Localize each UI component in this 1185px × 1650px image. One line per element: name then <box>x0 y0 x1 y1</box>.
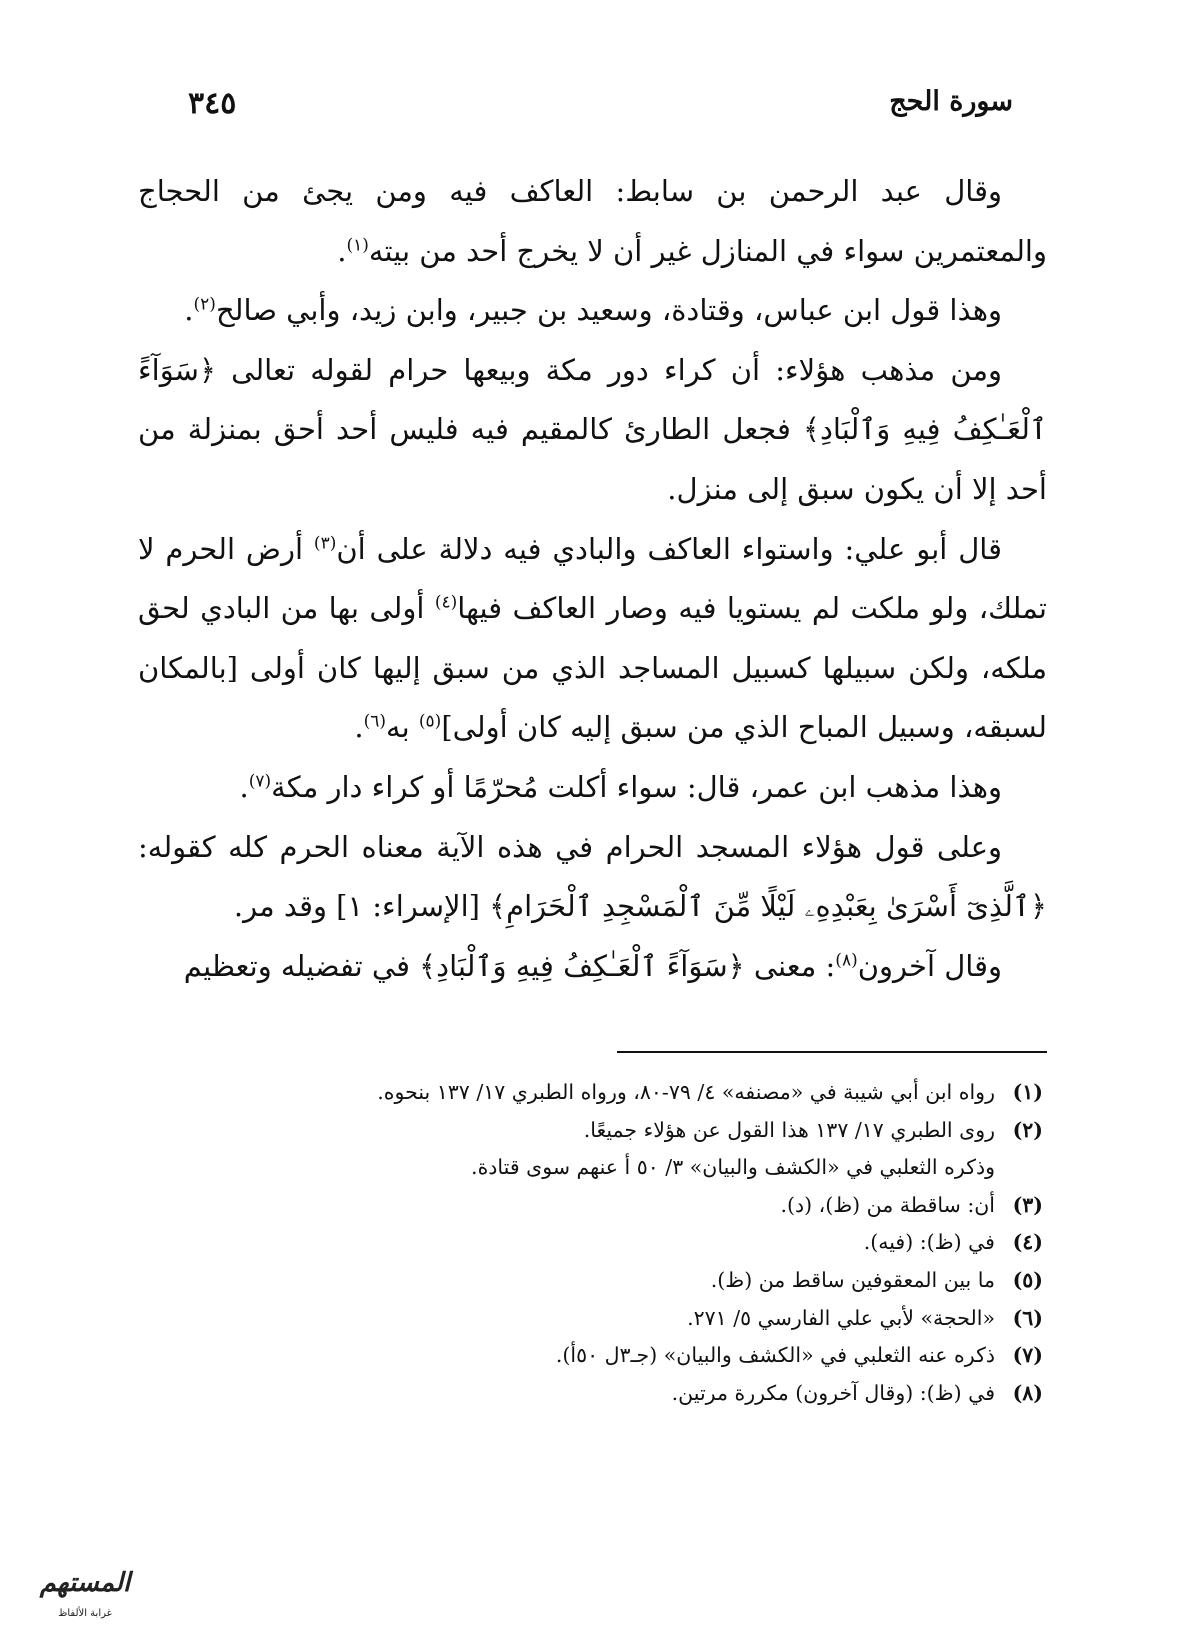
paragraph: وقال آخرون$^{(٨)}$: معنى ﴿سَوَآءً ٱلْعَـٰكِفُ فِيهِ وَٱلْبَادِ﴾ في تفضيله وتعظيم <box>183 948 1002 983</box>
footnote-ref: (٢) <box>193 294 216 315</box>
footnote-text: روى الطبري ١٧/ ١٣٧ هذا القول عن هؤلاء جميعًا. <box>583 1117 995 1142</box>
footnote-ref: (٧) <box>248 771 272 792</box>
footnote <box>150 1262 1043 1300</box>
footnote-number: (٦) <box>1012 1305 1043 1330</box>
footnote-text: في (ظ): (وقال آخرون) مكررة مرتين. <box>671 1380 995 1405</box>
footnote <box>150 1375 1043 1413</box>
footnote-number: (٤) <box>1012 1230 1043 1255</box>
footnote-number: (٣) <box>1012 1192 1043 1217</box>
page-number: ٣٤٥ <box>188 86 237 121</box>
paragraph: وعلى قول هؤلاء المسجد الحرام في هذه الآية معناه الحرم كله كقوله: ﴿ٱلَّذِىٓ أَسْرَىٰ بِعَبْدِهِۦ لَيْلًا مِّنَ ٱلْمَسْجِدِ ٱلْحَرَامِ﴾ [الإسراء: ١] وقد مر. <box>138 829 1047 924</box>
footnote-ref: (٦) <box>363 711 387 732</box>
footnote-separator <box>617 1051 1047 1053</box>
footnote <box>150 1337 1043 1375</box>
footnote-number: (١) <box>1012 1080 1043 1104</box>
footnote-text: في (ظ): (فيه). <box>863 1230 995 1255</box>
footnote <box>150 1187 1043 1225</box>
footnote-text: ذكره عنه الثعلبي في «الكشف والبيان» (جـ٣ل ٥٠أ). <box>555 1343 995 1368</box>
footnote <box>150 1300 1043 1338</box>
footnote-ref: (٣) <box>313 532 337 553</box>
footnotes <box>150 1074 1043 1412</box>
watermark-text: المستهم <box>39 1568 131 1598</box>
footnote-text: «الحجة» لأبي علي الفارسي ٥/ ٢٧١. <box>687 1305 995 1330</box>
footnote-text: أن: ساقطة من (ظ)، (د). <box>780 1192 995 1217</box>
paragraph: وهذا قول ابن عباس، وقتادة، وسعيد بن جبير، وابن زيد، وأبي صالح$^{(٢)}$. <box>184 293 1002 328</box>
footnote-number: (٢) <box>1012 1117 1043 1142</box>
watermark-logo <box>20 1568 150 1630</box>
footnote-ref: (٥) <box>418 711 442 732</box>
watermark-subtext: غرابة الألفاظ <box>58 1608 112 1619</box>
surah-title: سورة الحج <box>889 86 1013 117</box>
footnote-ref: (٨) <box>835 950 858 971</box>
footnote-number: (٨) <box>1012 1380 1043 1405</box>
footnote <box>150 1074 1043 1112</box>
paragraph: ومن مذهب هؤلاء: أن كراء دور مكة وبيعها حرام لقوله تعالى ﴿سَوَآءً ٱلْعَـٰكِفُ فِيهِ وَٱلْبَادِ﴾ فجعل الطارئ كالمقيم فيه فليس أحد أحق بمنزلة من أحد إلا أن يكون سبق إلى منزل. <box>138 352 1047 506</box>
paragraph: وهذا مذهب ابن عمر، قال: سواء أكلت مُحرّمًا أو كراء دار مكة$^{(٧)}$. <box>239 769 1002 804</box>
footnote-ref: (١) <box>346 234 369 255</box>
footnote <box>150 1112 1043 1150</box>
paragraph: قال أبو علي: واستواء العاكف والبادي فيه دلالة على أن$^{(٣)}$ أرض الحرم لا تملك، ولو ملكت لم يستويا فيه وصار العاكف فيها$^{(٤)}$ أولى بها من البادي لحق ملكه، ولكن سبيلها كسبيل المساجد الذي من سبق إليها كان أولى [بالمكان لسبقه، وسبيل المباح الذي من سبق إليه كان أولى]$^{(٥)}$ به$^{(٦)}$. <box>138 531 1047 745</box>
footnote-number: (٥) <box>1012 1267 1043 1292</box>
footnote <box>150 1224 1043 1262</box>
footnote-text: وذكره الثعلبي في «الكشف والبيان» ٣/ ٥٠ أ عنهم سوى قتادة. <box>471 1155 995 1180</box>
main-text <box>138 162 1047 996</box>
footnote-ref: (٤) <box>434 592 458 613</box>
footnote-text: ما بين المعقوفين ساقط من (ظ). <box>710 1267 995 1292</box>
paragraph: وقال عبد الرحمن بن سابط: العاكف فيه ومن يجئ من الحجاج والمعتمرين سواء في المنازل غير أن لا يخرج أحد من بيته$^{(١)}$. <box>138 174 1047 268</box>
footnote-number: (٧) <box>1012 1343 1043 1368</box>
footnote-continuation <box>150 1149 1043 1187</box>
footnote-text: رواه ابن أبي شيبة في «مصنفه» ٤/ ٧٩-٨٠، ورواه الطبري ١٧/ ١٣٧ بنحوه. <box>377 1080 995 1104</box>
page-header <box>188 86 1013 126</box>
